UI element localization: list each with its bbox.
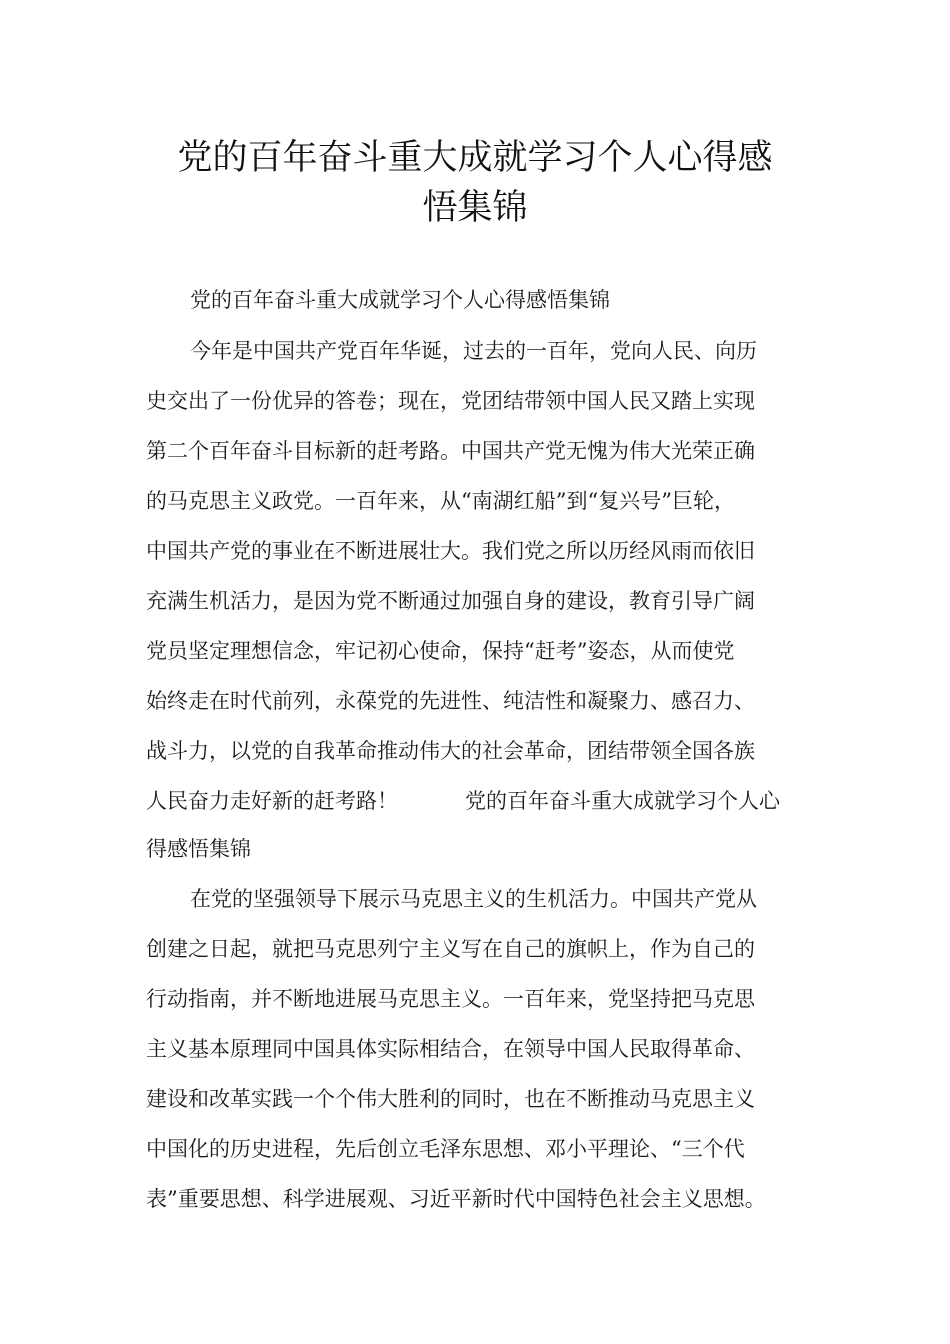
paragraph-1-line-10: 人民奋力走好新的赶考路！: [146, 789, 398, 813]
paragraph-1-line-5: 中国共产党的事业在不断进展壮大。我们党之所以历经风雨而依旧: [146, 539, 755, 563]
paragraph-2-line-2: 创建之日起，就把马克思列宁主义写在自己的旗帜上，作为自己的: [146, 937, 755, 961]
paragraph-2-line-6: 中国化的历史进程，先后创立毛泽东思想、邓小平理论、“三个代: [146, 1137, 745, 1161]
paragraph-1-line-7: 党员坚定理想信念，牢记初心使命，保持“赶考”姿态，从而使党: [146, 639, 735, 663]
paragraph-2-line-7: 表”重要思想、科学进展观、习近平新时代中国特色社会主义思想。: [146, 1187, 766, 1211]
repeated-heading-part-1: 党的百年奋斗重大成就学习个人心: [465, 789, 780, 813]
paragraph-1-line-9: 战斗力，以党的自我革命推动伟大的社会革命，团结带领全国各族: [146, 739, 755, 763]
paragraph-1-line-3: 第二个百年奋斗目标新的赶考路。中国共产党无愧为伟大光荣正确: [146, 439, 755, 463]
subtitle-line: 党的百年奋斗重大成就学习个人心得感悟集锦: [190, 288, 610, 312]
paragraph-1-line-4: 的马克思主义政党。一百年来，从“南湖红船”到“复兴号”巨轮，: [146, 489, 735, 513]
paragraph-2-line-4: 主义基本原理同中国具体实际相结合，在领导中国人民取得革命、: [146, 1037, 755, 1061]
paragraph-1-line-6: 充满生机活力，是因为党不断通过加强自身的建设，教育引导广阔: [146, 589, 755, 613]
paragraph-2-line-3: 行动指南，并不断地进展马克思主义。一百年来，党坚持把马克思: [146, 987, 755, 1011]
paragraph-1-line-8: 始终走在时代前列，永葆党的先进性、纯洁性和凝聚力、感召力、: [146, 689, 755, 713]
paragraph-1-line-1: 今年是中国共产党百年华诞，过去的一百年，党向人民、向历: [190, 339, 757, 363]
paragraph-2-line-1: 在党的坚强领导下展示马克思主义的生机活力。中国共产党从: [190, 887, 757, 911]
paragraph-1-line-2: 史交出了一份优异的答卷；现在，党团结带领中国人民又踏上实现: [146, 389, 755, 413]
document-title-line-2: 悟集锦: [422, 188, 528, 228]
paragraph-2-line-5: 建设和改革实践一个个伟大胜利的同时，也在不断推动马克思主义: [146, 1087, 755, 1111]
repeated-heading-part-2: 得感悟集锦: [146, 837, 251, 861]
document-title-line-1: 党的百年奋斗重大成就学习个人心得感: [177, 138, 773, 178]
